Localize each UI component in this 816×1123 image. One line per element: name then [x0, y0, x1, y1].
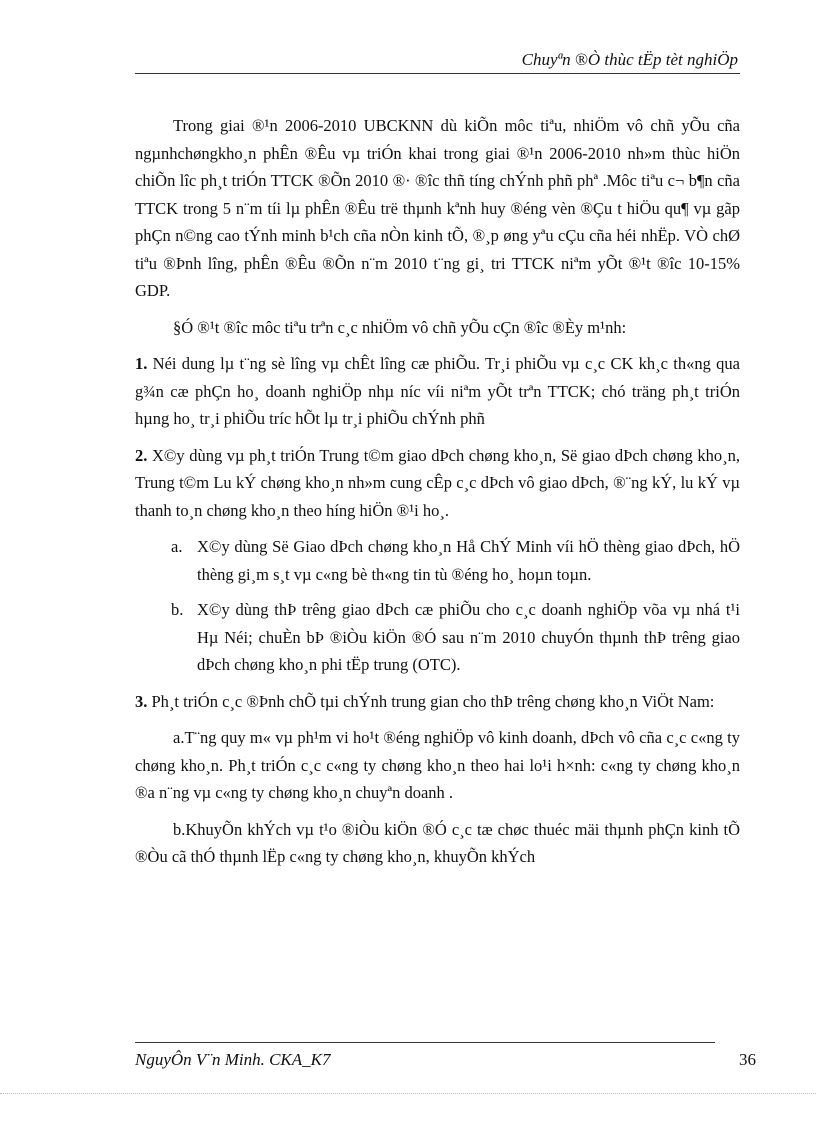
section-number: 1. [135, 354, 148, 373]
lead-paragraph: §Ó ®¹t ®îc môc tiªu trªn c¸c nhiÖm vô chñ yÕu cÇn ®îc ®Èy m¹nh: [173, 317, 627, 337]
paragraph-a: a.T¨ng quy m« vµ ph¹m vi ho¹t ®éng nghiÖp vô kinh doanh, dÞch vô cña c¸c c«ng ty chøng kho¸n. Ph¸t triÓn c¸c c«ng ty chøng kho¸n theo hai lo¹i h×nh: c«ng ty chøng kho¸n ®a n¨ng vµ c«ng ty chøng kho¸n chuyªn doanh . [135, 728, 740, 802]
list-marker: a. [171, 537, 183, 556]
page-number: 36 [739, 1050, 756, 1069]
section-number: 3. [135, 691, 148, 711]
section-number: 2. [135, 445, 148, 465]
intro-paragraph: Trong giai ®¹n 2006-2010 UBCKNN dù kiÕn môc tiªu, nhiÖm vô chñ yÕu cña ngµnhchøngkho¸n phÊn ®Êu vµ triÓn khai trong giai ®¹n 2006-2010 nh»m thùc hiÖn chiÕn lîc ph¸t triÓn TTCK ®Õn 2010 ®· ®îc thñ tíng chÝnh phñ phª .Môc tiªu c¬ b¶n cña TTCK trong 5 n¨m tíi lµ phÊn ®Êu trë thµnh kªnh huy ®éng vèn ®Çu t hiÖu qu¶ vµ gãp phÇn n©ng cao tÝnh minh b¹ch cña nÒn kinh tÕ, ®¸p øng yªu cÇu cña héi nhËp. VÒ chØ tiªu ®Þnh lîng, phÊn ®Êu ®Õn n¨m 2010 t¨ng gi¸ tri TTCK niªm yÕt ®¹t ®îc 10-15% GDP. [135, 116, 740, 300]
section-3 [135, 688, 740, 716]
list-item [135, 533, 740, 588]
section-2-sublist [135, 533, 740, 679]
section-2 [135, 442, 740, 525]
section-1 [135, 350, 740, 433]
list-item [135, 596, 740, 679]
header-title: Chuyªn ®Ò thùc tËp tèt nghiÖp [521, 50, 738, 69]
header-rule [135, 73, 740, 74]
page-edge-divider [0, 1093, 816, 1094]
section-text: Ph¸t triÓn c¸c ®Þnh chÕ tµi chÝnh trung gian cho thÞ trêng chøng kho¸n ViÖt Nam: [147, 691, 715, 711]
paragraph-b: b.KhuyÕn khÝch vµ t¹o ®iÒu kiÖn ®Ó c¸c tæ chøc thuéc mäi thµnh phÇn kinh tÕ ®Òu cã thÓ thµnh lËp c«ng ty chøng kho¸n, khuyÕn khÝch [135, 819, 740, 866]
footer-author: NguyÔn V¨n Minh. CKA_K7 [135, 1050, 331, 1069]
list-marker: b. [171, 600, 184, 619]
list-item-text: X©y dùng thÞ trêng giao dÞch cæ phiÕu cho c¸c doanh nghiÖp võa vµ nhá t¹i Hµ Néi; chuÈn bÞ ®iÒu kiÖn ®Ó sau n¨m 2010 chuyÓn thµnh thÞ trêng giao dÞch chøng kho¸n phi tËp trung (OTC). [197, 600, 740, 674]
list-item-text: X©y dùng Së Giao dÞch chøng kho¸n Hå ChÝ Minh víi hÖ thèng giao dÞch, hÖ thèng gi¸m s¸t vµ c«ng bè th«ng tin tù ®éng ho¸ hoµn toµn. [197, 537, 740, 584]
document-body [135, 112, 740, 880]
section-text: X©y dùng vµ ph¸t triÓn Trung t©m giao dÞch chøng kho¸n, Së giao dÞch chøng kho¸n, Trung t©m Lu kÝ chøng kho¸n nh»m cung cÊp c¸c dÞch vô giao dÞch, ®¨ng kÝ, lu kÝ vµ thanh to¸n chøng kho¸n theo híng hiÖn ®¹i ho¸. [135, 445, 740, 520]
section-text: Néi dung lµ t¨ng sè lîng vµ chÊt lîng cæ phiÕu. Tr¸i phiÕu vµ c¸c CK kh¸c th«ng qua g¾n cæ phÇn ho¸ doanh nghiÖp nhµ níc víi niªm yÕt trªn TTCK; chó träng ph¸t triÓn hµng ho¸ tr¸i phiÕu tríc hÕt lµ tr¸i phiÕu chÝnh phñ [135, 354, 740, 428]
footer-rule [135, 1042, 715, 1043]
